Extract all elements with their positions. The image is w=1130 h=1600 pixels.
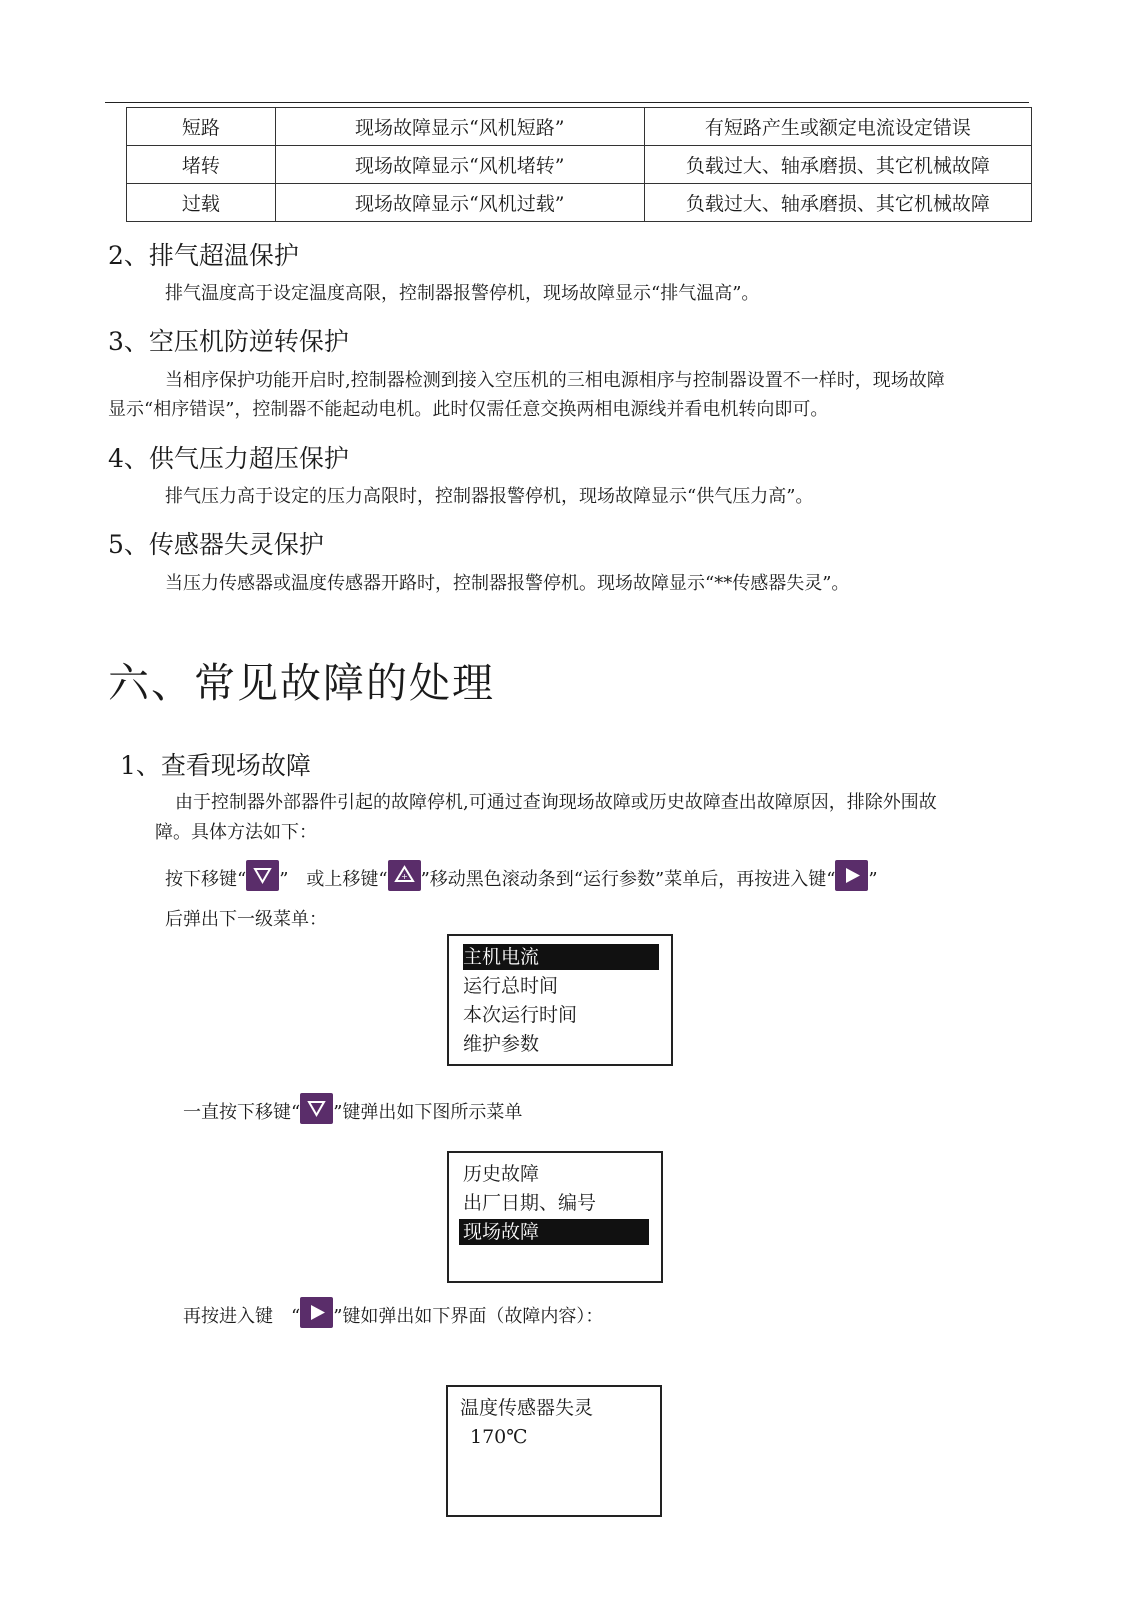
- fault-display: 现场故障显示“风机短路”: [275, 108, 644, 146]
- section-title: 2、排气超温保护: [108, 241, 299, 270]
- step1-cont: 后弹出下一级菜单：: [165, 909, 327, 930]
- step2-line: [183, 1093, 522, 1124]
- step3-text: ”键如弹出如下界面（故障内容）：: [333, 1306, 604, 1327]
- down-key-icon: [300, 1093, 333, 1124]
- step2-text: 一直按下移键“: [183, 1102, 301, 1123]
- fault-table: [126, 107, 1032, 222]
- fault-name: 短路: [127, 108, 276, 146]
- section-title: 5、传感器失灵保护: [108, 530, 324, 559]
- section-body: 显示“相序错误”，控制器不能起动电机。此时仅需任意交换两相电源线并看电机转向即可。: [108, 399, 829, 420]
- section-body: 排气压力高于设定的压力高限时，控制器报警停机，现场故障显示“供气压力高”。: [165, 486, 814, 507]
- subsection-title: 1、查看现场故障: [120, 751, 311, 780]
- lcd-fault-screen: [446, 1385, 662, 1517]
- intro-text: 障。具体方法如下：: [155, 822, 317, 843]
- step1-text: ” 或上移键“: [279, 869, 388, 890]
- menu-item: 历史故障: [463, 1163, 540, 1185]
- lcd-menu-2: [447, 1151, 663, 1283]
- step1-text: 按下移键“: [165, 869, 247, 890]
- menu-item: 出厂日期、编号: [463, 1192, 597, 1214]
- table-row: [127, 108, 1032, 146]
- chapter-title: 六、常见故障的处理: [108, 659, 495, 707]
- fault-display: 现场故障显示“风机堵转”: [275, 146, 644, 184]
- step3-text: 再按进入键 “: [183, 1306, 301, 1327]
- step1-line: [165, 860, 878, 891]
- step2-text: ”键弹出如下图所示菜单: [333, 1102, 523, 1123]
- menu-item: 维护参数: [463, 1033, 540, 1055]
- table-row: [127, 184, 1032, 222]
- menu-item-selected: 现场故障: [459, 1219, 649, 1245]
- section-title: 4、供气压力超压保护: [108, 444, 349, 473]
- enter-key-icon: [835, 860, 868, 891]
- fault-display: 现场故障显示“风机过载”: [275, 184, 644, 222]
- menu-item: 运行总时间: [463, 975, 559, 997]
- svg-text:+: +: [400, 872, 408, 881]
- section-body: 排气温度高于设定温度高限，控制器报警停机，现场故障显示“排气温高”。: [165, 283, 760, 304]
- up-key-icon: [388, 860, 421, 891]
- table-row: [127, 146, 1032, 184]
- fault-name: 堵转: [127, 146, 276, 184]
- step1-text: ”: [868, 869, 878, 890]
- step3-line: [183, 1297, 603, 1328]
- enter-key-icon: [300, 1297, 333, 1328]
- fault-cause: 负载过大、轴承磨损、其它机械故障: [644, 184, 1031, 222]
- section-body: 当相序保护功能开启时,控制器检测到接入空压机的三相电源相序与控制器设置不一样时，现场故障: [165, 370, 945, 391]
- header-rule: [105, 102, 1029, 103]
- fault-name: 过载: [127, 184, 276, 222]
- fault-text: 温度传感器失灵: [460, 1397, 594, 1419]
- section-body: 当压力传感器或温度传感器开路时，控制器报警停机。现场故障显示“**传感器失灵”。: [165, 573, 850, 594]
- fault-cause: 负载过大、轴承磨损、其它机械故障: [644, 146, 1031, 184]
- down-key-icon: [246, 860, 279, 891]
- fault-value: 170℃: [470, 1426, 528, 1448]
- section-title: 3、空压机防逆转保护: [108, 327, 349, 356]
- intro-text: 由于控制器外部器件引起的故障停机,可通过查询现场故障或历史故障查出故障原因，排除外围故: [175, 792, 937, 813]
- menu-item: 本次运行时间: [463, 1004, 578, 1026]
- step1-text: ”移动黑色滚动条到“运行参数”菜单后，再按进入键“: [420, 869, 836, 890]
- fault-cause: 有短路产生或额定电流设定错误: [644, 108, 1031, 146]
- menu-item-selected: 主机电流: [463, 944, 659, 970]
- lcd-menu-1: [447, 934, 673, 1066]
